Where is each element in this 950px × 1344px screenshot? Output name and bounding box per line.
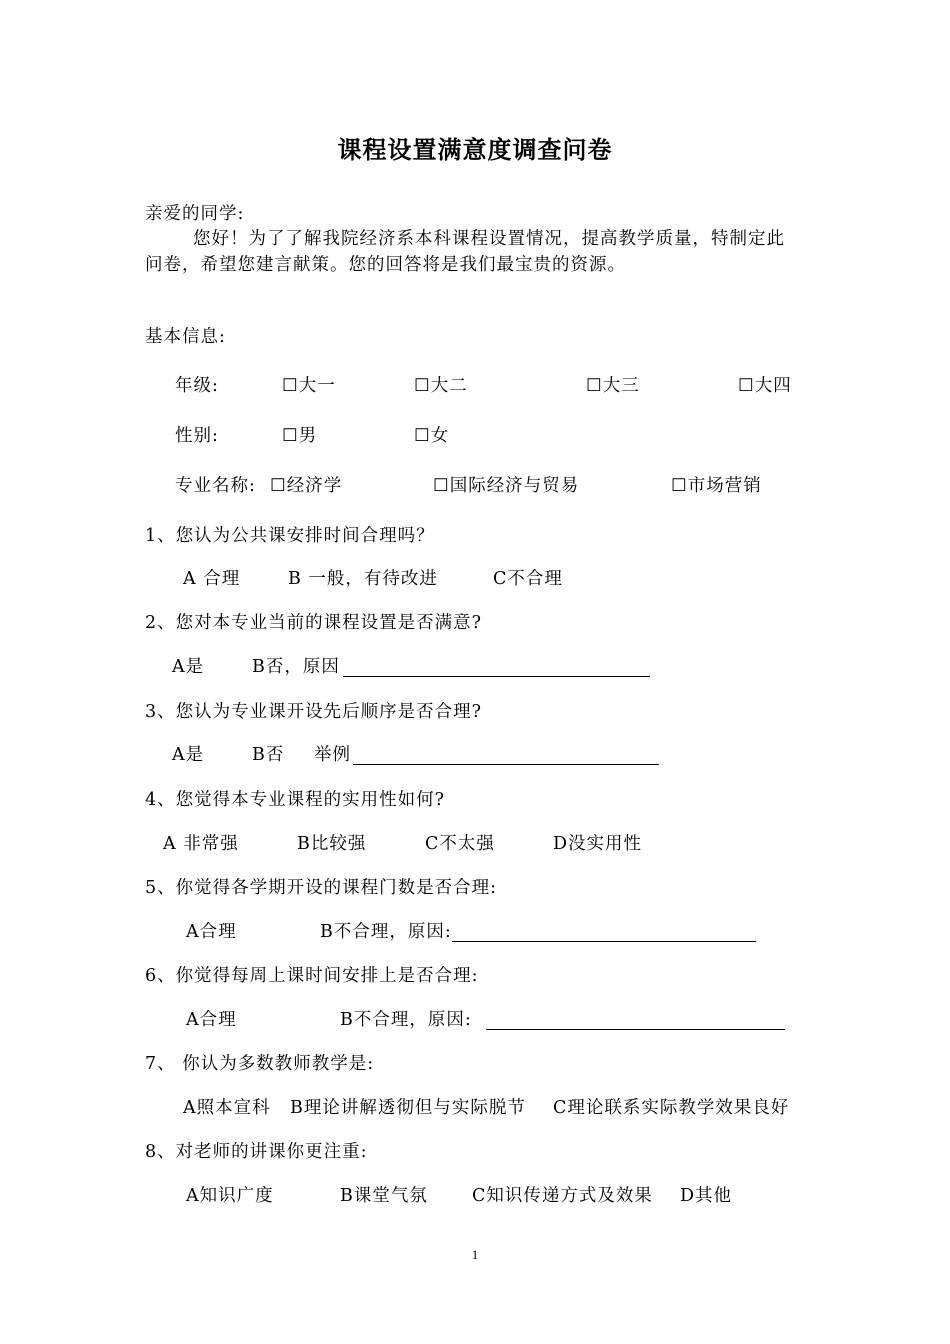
q2-option-a[interactable]: A是: [172, 657, 205, 677]
q7-option-b[interactable]: B理论讲解透彻但与实际脱节: [290, 1098, 526, 1118]
q6-reason-blank[interactable]: [486, 1029, 785, 1030]
page-title: 课程设置满意度调查问卷: [337, 136, 613, 164]
q8-option-c[interactable]: C知识传递方式及效果: [472, 1186, 653, 1206]
gender-option-1[interactable]: ☐男: [282, 426, 318, 446]
grade-option-4[interactable]: ☐大四: [738, 376, 792, 396]
page-number: 1: [471, 1247, 479, 1262]
question-2: 2、您对本专业当前的课程设置是否满意?: [145, 613, 483, 633]
grade-option-3[interactable]: ☐大三: [586, 376, 640, 396]
q3-example-label: 举例: [314, 745, 351, 765]
question-5: 5、你觉得各学期开设的课程门数是否合理:: [145, 878, 498, 898]
q1-option-b[interactable]: B 一般，有待改进: [288, 569, 438, 589]
grade-option-1[interactable]: ☐大一: [282, 376, 336, 396]
major-option-2[interactable]: ☐国际经济与贸易: [433, 476, 580, 496]
q2-option-b[interactable]: B否，原因: [252, 657, 340, 677]
q2-reason-blank[interactable]: [343, 676, 650, 677]
grade-label: 年级:: [175, 376, 219, 396]
basic-info-heading: 基本信息:: [145, 327, 226, 347]
q6-option-a[interactable]: A合理: [186, 1010, 237, 1030]
gender-option-2[interactable]: ☐女: [414, 426, 450, 446]
question-8: 8、对老师的讲课你更注重:: [145, 1142, 368, 1162]
question-7: 7、 你认为多数教师教学是:: [145, 1054, 375, 1074]
grade-option-2[interactable]: ☐大二: [414, 376, 468, 396]
intro-line-1: 您好！为了了解我院经济系本科课程设置情况，提高教学质量，特制定此: [193, 229, 785, 249]
q1-option-a[interactable]: A 合理: [183, 569, 241, 589]
q8-option-a[interactable]: A知识广度: [186, 1186, 274, 1206]
q3-example-blank[interactable]: [353, 764, 659, 765]
q7-option-c[interactable]: C理论联系实际教学效果良好: [553, 1098, 790, 1118]
question-1: 1、您认为公共课安排时间合理吗？: [145, 526, 435, 546]
greeting: 亲爱的同学:: [145, 204, 245, 224]
question-3: 3、您认为专业课开设先后顺序是否合理?: [145, 702, 483, 722]
major-option-3[interactable]: ☐市场营销: [671, 476, 762, 496]
major-label: 专业名称:: [175, 476, 256, 496]
major-option-1[interactable]: ☐经济学: [270, 476, 343, 496]
intro-line-2: 问卷，希望您建言献策。您的回答将是我们最宝贵的资源。: [145, 255, 626, 275]
q4-option-a[interactable]: A 非常强: [163, 834, 239, 854]
q3-option-a[interactable]: A是: [172, 745, 205, 765]
q5-option-b[interactable]: B不合理，原因:: [320, 922, 452, 942]
q4-option-d[interactable]: D没实用性: [553, 834, 643, 854]
question-6: 6、你觉得每周上课时间安排上是否合理:: [145, 966, 479, 986]
q4-option-c[interactable]: C不太强: [425, 834, 495, 854]
q3-option-b[interactable]: B否: [252, 745, 285, 765]
q5-reason-blank[interactable]: [452, 941, 756, 942]
q4-option-b[interactable]: B比较强: [297, 834, 367, 854]
gender-label: 性别:: [175, 426, 219, 446]
q1-option-c[interactable]: C不合理: [493, 569, 563, 589]
q8-option-d[interactable]: D其他: [680, 1186, 733, 1206]
q6-option-b[interactable]: B不合理，原因:: [340, 1010, 472, 1030]
question-4: 4、您觉得本专业课程的实用性如何?: [145, 790, 446, 810]
q7-option-a[interactable]: A照本宣科: [183, 1098, 271, 1118]
q5-option-a[interactable]: A合理: [186, 922, 237, 942]
q8-option-b[interactable]: B课堂气氛: [340, 1186, 428, 1206]
